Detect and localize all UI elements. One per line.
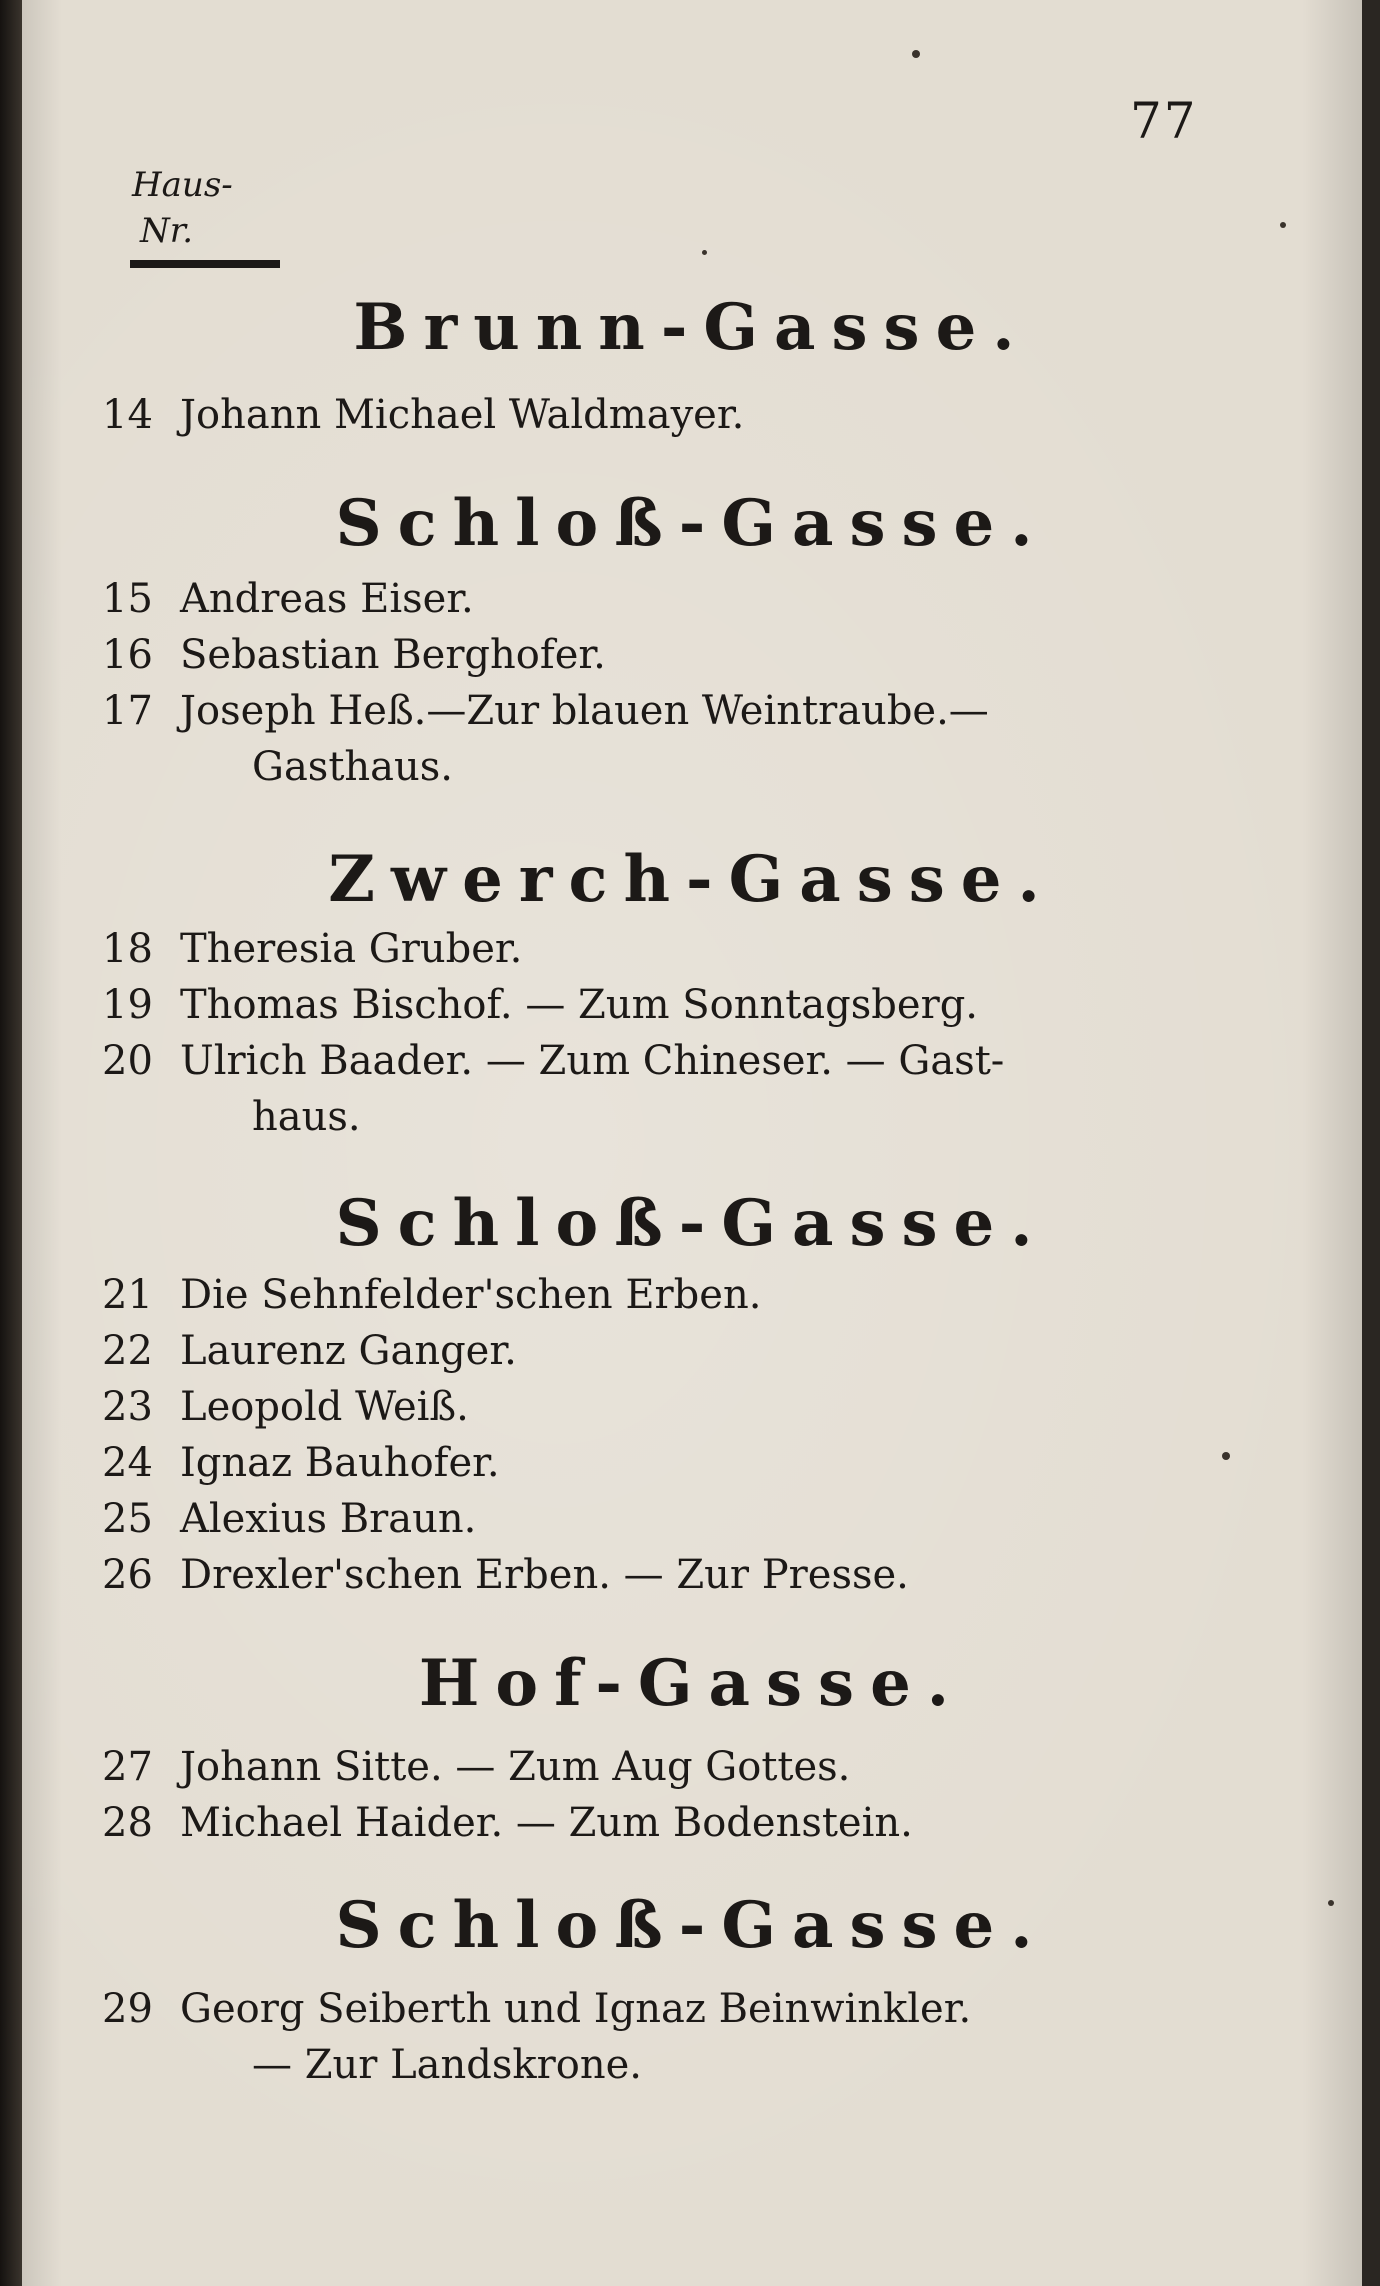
house-number: 18 <box>102 926 153 972</box>
entry-text: Andreas Eiser. <box>180 576 474 622</box>
house-number: 19 <box>102 982 153 1028</box>
entry-line <box>102 1272 761 1318</box>
house-number: 25 <box>102 1496 153 1542</box>
entry-line <box>102 576 474 622</box>
book-spine <box>0 0 22 2286</box>
entry-line <box>102 1038 1004 1084</box>
entry-continuation: Gasthaus. <box>252 744 454 790</box>
house-number: 24 <box>102 1440 153 1486</box>
house-number: 27 <box>102 1744 153 1790</box>
house-number: 20 <box>102 1038 153 1084</box>
house-number: 16 <box>102 632 153 678</box>
column-header-line-2: Nr. <box>140 211 194 251</box>
entry-line <box>102 982 978 1028</box>
entry-line <box>102 1986 971 2032</box>
entry-line <box>102 1496 476 1542</box>
entry-line <box>102 1800 913 1846</box>
house-number: 28 <box>102 1800 153 1846</box>
entry-text: Alexius Braun. <box>180 1496 477 1542</box>
house-number: 21 <box>102 1272 153 1318</box>
street-directory <box>22 0 1362 2286</box>
street-heading: Schloß-Gasse. <box>335 1888 1049 1963</box>
paper-speck <box>1280 222 1286 228</box>
house-number: 23 <box>102 1384 153 1430</box>
entry-line <box>102 1384 469 1430</box>
house-number: 15 <box>102 576 153 622</box>
paper-speck <box>912 50 920 58</box>
street-heading: Schloß-Gasse. <box>335 1186 1049 1261</box>
entry-text: Johann Michael Waldmayer. <box>180 392 745 438</box>
street-heading: Schloß-Gasse. <box>335 486 1049 561</box>
entry-text: Drexler'schen Erben. — Zur Presse. <box>180 1552 909 1598</box>
entry-continuation: — Zur Landskrone. <box>252 2042 642 2088</box>
entry-text: Sebastian Berghofer. <box>180 632 606 678</box>
entry-line <box>102 1328 517 1374</box>
house-number: 22 <box>102 1328 153 1374</box>
page-number: 77 <box>1130 92 1198 150</box>
entry-text: Laurenz Ganger. <box>180 1328 517 1374</box>
book-page <box>22 0 1362 2286</box>
entry-text: Michael Haider. — Zum Bodenstein. <box>180 1800 913 1846</box>
house-number: 29 <box>102 1986 153 2032</box>
house-number: 17 <box>102 688 153 734</box>
paper-speck <box>702 250 707 255</box>
entry-text: Johann Sitte. — Zum Aug Gottes. <box>180 1744 851 1790</box>
entry-line <box>102 632 606 678</box>
street-heading: Zwerch-Gasse. <box>328 842 1056 917</box>
entry-line <box>102 926 522 972</box>
entry-continuation: haus. <box>252 1094 361 1140</box>
paper-speck <box>1222 1452 1230 1460</box>
entry-line <box>102 1552 909 1598</box>
entry-text: Theresia Gruber. <box>180 926 523 972</box>
entry-text: Ignaz Bauhofer. <box>180 1440 500 1486</box>
column-header-line-1: Haus- <box>132 165 233 205</box>
entry-line <box>102 392 744 438</box>
street-heading: Brunn-Gasse. <box>353 290 1031 365</box>
entry-text: Thomas Bischof. — Zum Sonntagsberg. <box>180 982 979 1028</box>
entry-text: Ulrich Baader. — Zum Chineser. — Gast- <box>180 1038 1005 1084</box>
entry-text: Georg Seiberth und Ignaz Beinwinkler. <box>180 1986 972 2032</box>
entry-line <box>102 1744 850 1790</box>
entry-text: Leopold Weiß. <box>180 1384 469 1430</box>
paper-speck <box>1328 1900 1334 1906</box>
entry-text: Joseph Heß.—Zur blauen Weintraube.— <box>180 688 989 734</box>
house-number: 26 <box>102 1552 153 1598</box>
entry-text: Die Sehnfelder'schen Erben. <box>180 1272 762 1318</box>
house-number: 14 <box>102 392 153 438</box>
entry-line <box>102 1440 500 1486</box>
entry-line <box>102 688 989 734</box>
street-heading: Hof-Gasse. <box>418 1646 966 1721</box>
